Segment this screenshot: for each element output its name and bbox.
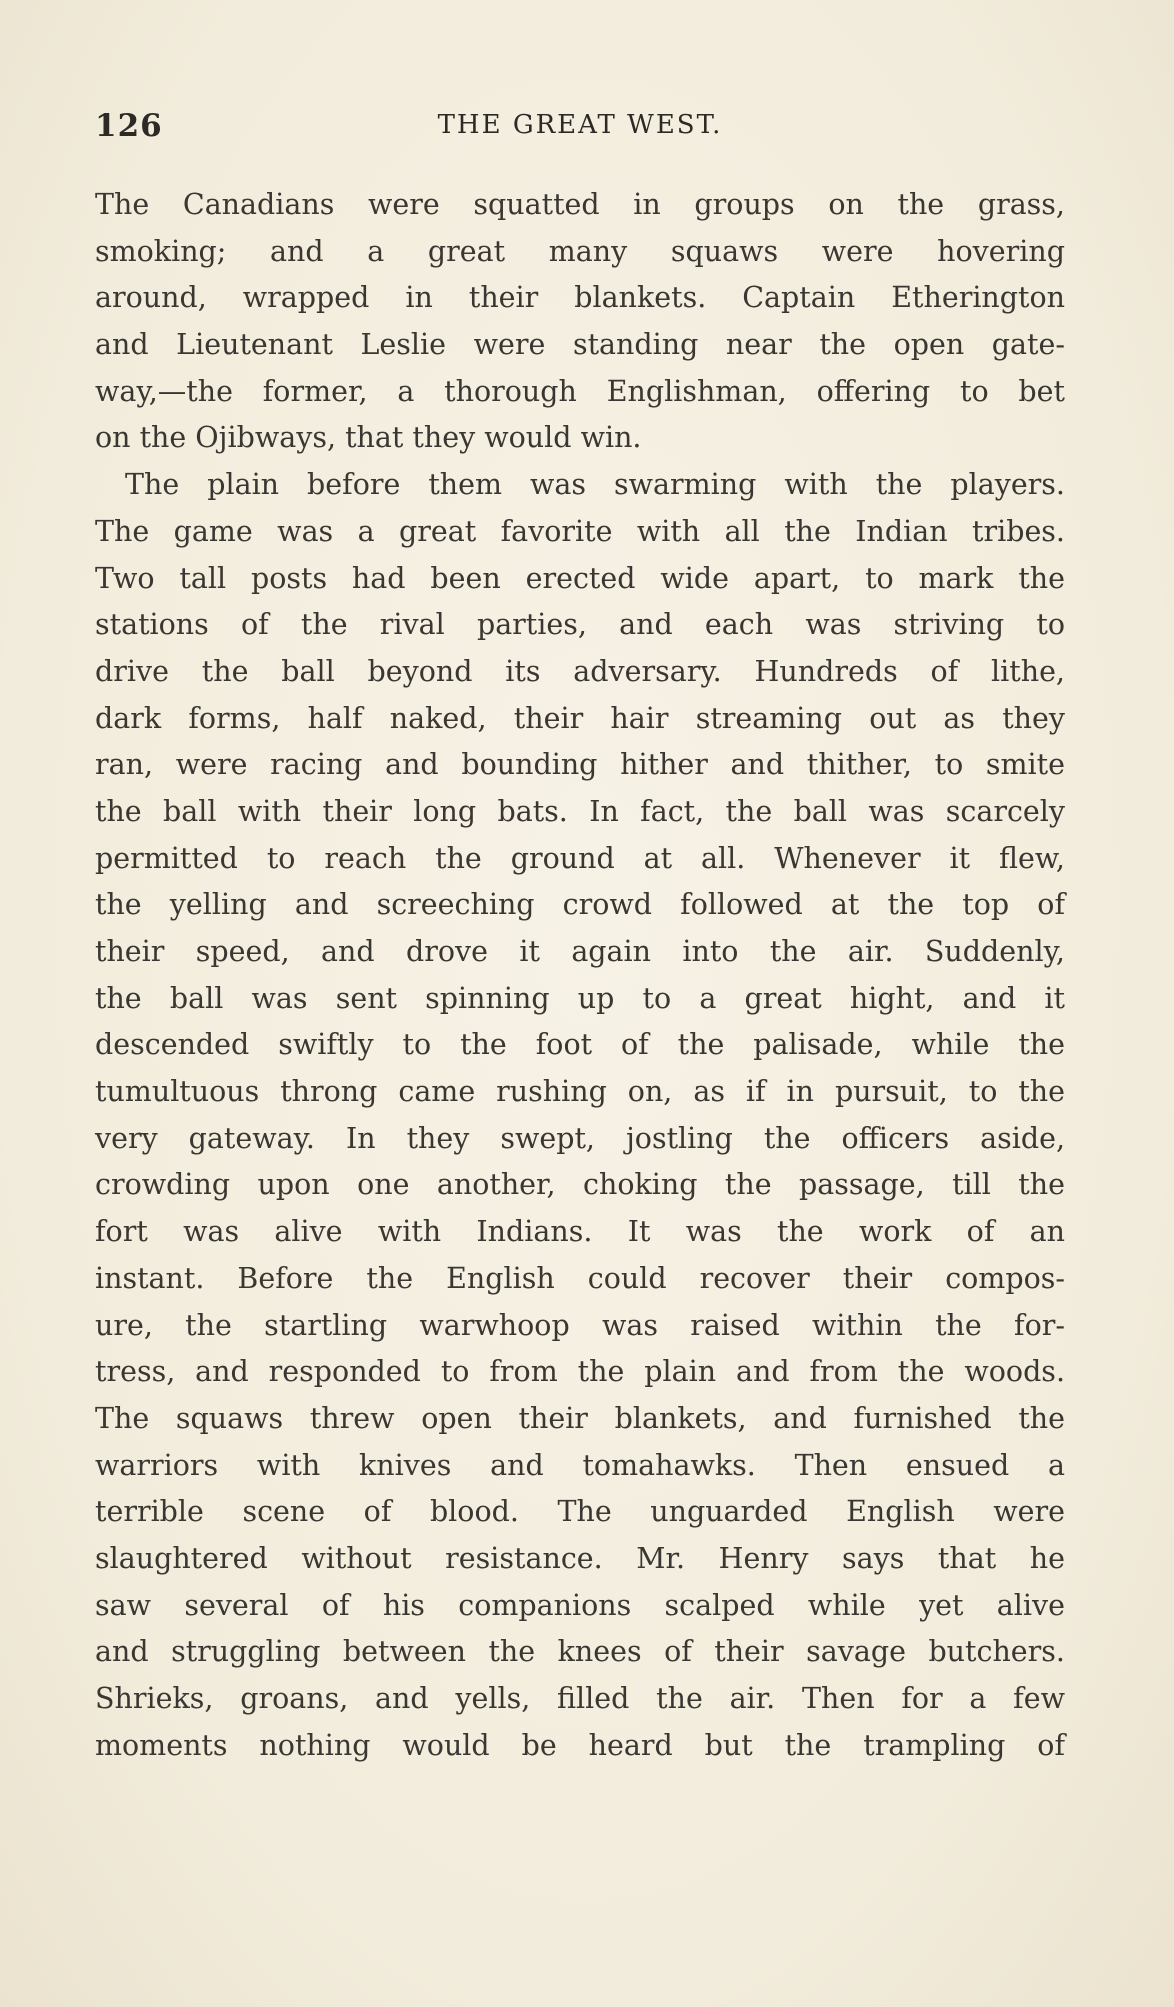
text-line: the ball with their long bats. In fact, the ball was scarcely — [95, 794, 1065, 828]
text-line: ran, were racing and bounding hither and thither, to smite — [95, 748, 1065, 782]
text-line: ure, the startling warwhoop was raised within the for- — [95, 1308, 1065, 1342]
text-line: moments nothing would be heard but the trampling of — [95, 1728, 1065, 1762]
text-line: instant. Before the English could recover their compos- — [95, 1261, 1065, 1295]
text-line: terrible scene of blood. The unguarded English were — [95, 1495, 1065, 1529]
text-line: crowding upon one another, choking the passage, till the — [95, 1168, 1065, 1202]
text-line: and Lieutenant Leslie were standing near the open gate- — [95, 328, 1065, 362]
text-line: around, wrapped in their blankets. Captain Etherington — [95, 281, 1065, 315]
text-line: way,—the former, a thorough Englishman, offering to bet — [95, 374, 1065, 408]
text-line: on the Ojibways, that they would win. — [95, 421, 642, 455]
text-line: slaughtered without resistance. Mr. Henry says that he — [95, 1541, 1065, 1575]
page-number: 126 — [95, 108, 163, 144]
page-header — [95, 108, 1065, 152]
text-line: the ball was sent spinning up to a great hight, and it — [95, 981, 1065, 1015]
text-line: stations of the rival parties, and each was striving to — [95, 608, 1065, 642]
text-line: Shrieks, groans, and yells, filled the air. Then for a few — [95, 1682, 1065, 1715]
text-line: tumultuous throng came rushing on, as if in pursuit, to the — [95, 1075, 1065, 1109]
body-text — [95, 182, 1065, 1769]
text-line: saw several of his companions scalped while yet alive — [95, 1588, 1065, 1622]
text-line: fort was alive with Indians. It was the work of an — [95, 1215, 1065, 1249]
text-line: very gateway. In they swept, jostling the officers aside, — [95, 1121, 1065, 1155]
text-line: and struggling between the knees of their savage butchers. — [95, 1635, 1065, 1669]
text-line: Two tall posts had been erected wide apart, to mark the — [95, 561, 1065, 595]
text-line: The squaws threw open their blankets, and furnished the — [95, 1401, 1065, 1435]
text-line: the yelling and screeching crowd followed at the top of — [95, 888, 1065, 922]
text-line: permitted to reach the ground at all. Whenever it flew, — [95, 841, 1065, 875]
text-line: descended swiftly to the foot of the palisade, while the — [95, 1028, 1065, 1062]
text-line: dark forms, half naked, their hair streaming out as they — [95, 701, 1065, 735]
text-line: drive the ball beyond its adversary. Hundreds of lithe, — [95, 654, 1065, 688]
running-title: THE GREAT WEST. — [437, 110, 723, 140]
text-line: The plain before them was swarming with the players. — [125, 468, 1065, 502]
text-line: warriors with knives and tomahawks. Then ensued a — [95, 1448, 1065, 1482]
text-line: their speed, and drove it again into the air. Suddenly, — [95, 935, 1065, 968]
text-line: tress, and responded to from the plain and from the woods. — [95, 1355, 1065, 1389]
text-line: The Canadians were squatted in groups on the grass, — [95, 188, 1065, 221]
text-line: The game was a great favorite with all the Indian tribes. — [95, 514, 1065, 548]
text-line: smoking; and a great many squaws were hovering — [95, 234, 1065, 268]
